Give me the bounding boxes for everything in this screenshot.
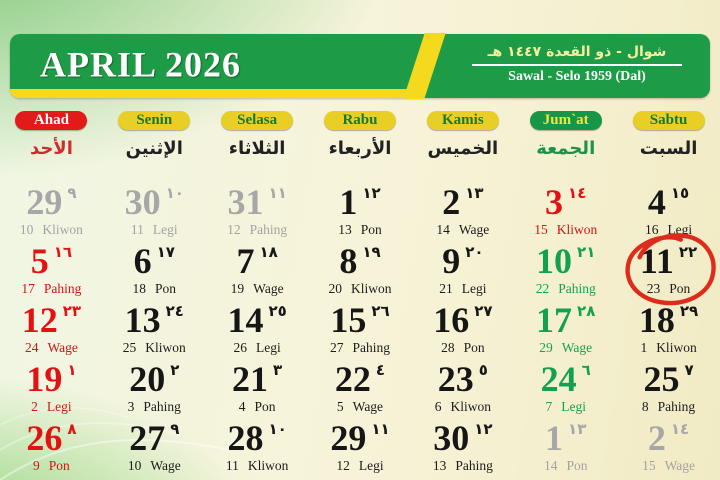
- gregorian-date: 11: [639, 241, 674, 281]
- date-cell: [514, 418, 617, 477]
- gregorian-date: 2: [442, 182, 461, 222]
- date-cell: [309, 182, 412, 241]
- hijri-date: ٨: [67, 420, 77, 438]
- hijri-date: ١١: [371, 420, 390, 438]
- date-cell: [103, 359, 206, 418]
- pasaran-name: Pahing: [657, 399, 696, 414]
- javanese-date: [514, 340, 617, 355]
- pasaran-name: Pahing: [352, 340, 390, 355]
- javanese-number: 2: [31, 399, 38, 414]
- javanese-number: 27: [329, 340, 344, 355]
- gregorian-date: 31: [227, 182, 264, 222]
- gregorian-date: 20: [129, 359, 166, 399]
- date-cell: [411, 182, 514, 241]
- hijri-date: ١٦: [53, 243, 73, 261]
- gregorian-date: 8: [339, 241, 358, 281]
- javanese-date: [206, 458, 309, 473]
- gregorian-date: 29: [330, 418, 367, 458]
- pasaran-name: Legi: [461, 281, 487, 296]
- date-line: [617, 359, 720, 399]
- date-cell: [0, 300, 103, 359]
- date-cell: [617, 359, 720, 418]
- day-header-kamis: [411, 111, 514, 162]
- gregorian-date: 23: [437, 359, 474, 399]
- javanese-date: [0, 340, 103, 355]
- pasaran-name: Wage: [664, 458, 696, 473]
- javanese-number: 5: [336, 399, 344, 414]
- javanese-date: [103, 458, 206, 473]
- hijri-date: ٢٤: [165, 302, 184, 320]
- day-arabic-kamis: الخميس: [427, 138, 499, 159]
- gregorian-date: 26: [26, 418, 63, 458]
- date-cell: [514, 182, 617, 241]
- date-cell: [0, 182, 103, 241]
- date-cell: [411, 359, 514, 418]
- header-divider: [472, 64, 681, 66]
- week-row: [0, 359, 720, 418]
- hijri-date: ٩: [170, 420, 180, 438]
- hijri-months-arabic: شوال - ذو القعدة ١٤٤٧ هـ: [487, 44, 667, 60]
- date-line: [0, 300, 103, 340]
- date-line: [514, 359, 617, 399]
- javanese-date: [0, 399, 103, 414]
- gregorian-date: 27: [129, 418, 166, 458]
- javanese-number: 12: [227, 222, 241, 237]
- day-header-senin: [103, 111, 206, 162]
- date-line: [0, 182, 103, 222]
- pasaran-name: Legi: [358, 458, 384, 473]
- hijri-date: ٩: [67, 184, 77, 202]
- pasaran-name: Legi: [152, 222, 178, 237]
- pasaran-name: Pahing: [558, 281, 596, 296]
- date-cell: [103, 241, 206, 300]
- javanese-number: 11: [225, 458, 239, 473]
- javanese-number: 10: [127, 458, 142, 473]
- hijri-date: ٤: [375, 361, 386, 379]
- date-line: [411, 300, 514, 340]
- javanese-number: 21: [439, 281, 453, 296]
- javanese-date: [514, 281, 617, 296]
- pasaran-name: Legi: [667, 222, 693, 237]
- date-cell: [309, 300, 412, 359]
- pasaran-name: Wage: [253, 281, 284, 296]
- javanese-number: 13: [338, 222, 352, 237]
- date-line: [514, 182, 617, 222]
- pasaran-name: Pon: [360, 222, 382, 237]
- hijri-date: ٦: [581, 361, 591, 379]
- gregorian-date: 7: [236, 241, 255, 281]
- javanese-date: [411, 222, 514, 237]
- javanese-date: [309, 340, 412, 355]
- date-line: [514, 241, 617, 281]
- weeks-grid: [0, 182, 720, 477]
- javanese-number: 14: [543, 458, 558, 473]
- header-hijri-block: [458, 42, 696, 85]
- day-pill-jumat: Jum`at: [530, 111, 602, 130]
- pasaran-name: Legi: [256, 340, 281, 355]
- date-cell: [206, 418, 309, 477]
- pasaran-name: Pon: [566, 458, 588, 473]
- date-cell: [103, 418, 206, 477]
- day-header-ahad: [0, 111, 103, 162]
- pasaran-name: Legi: [561, 399, 586, 414]
- date-cell: [103, 300, 206, 359]
- javanese-number: 4: [238, 399, 246, 414]
- date-cell: [514, 241, 617, 300]
- gregorian-date: 21: [232, 359, 269, 399]
- day-pill-sabtu: Sabtu: [633, 111, 705, 130]
- pasaran-name: Kliwon: [145, 340, 186, 355]
- date-line: [206, 241, 309, 281]
- gregorian-date: 16: [433, 300, 470, 340]
- javanese-date: [309, 458, 412, 473]
- day-header-sabtu: [617, 111, 720, 162]
- date-cell: [514, 300, 617, 359]
- gregorian-date: 12: [21, 300, 58, 340]
- date-line: [617, 241, 720, 281]
- javanese-number: 13: [432, 458, 447, 473]
- gregorian-date: 18: [638, 300, 675, 340]
- javanese-date: [309, 399, 412, 414]
- pasaran-name: Kliwon: [656, 340, 697, 355]
- gregorian-date: 1: [339, 182, 358, 222]
- hijri-date: ١٩: [362, 243, 381, 261]
- javanese-number: 28: [441, 340, 455, 355]
- javanese-number: 20: [328, 281, 342, 296]
- week-row: [0, 241, 720, 300]
- gregorian-date: 30: [124, 182, 161, 222]
- gregorian-date: 19: [26, 359, 63, 399]
- javanese-date: [103, 222, 206, 237]
- hijri-date: ١٤: [670, 420, 690, 438]
- hijri-date: ٢١: [577, 243, 596, 261]
- javanese-date: [206, 399, 309, 414]
- pasaran-name: Wage: [352, 399, 384, 414]
- javanese-date: [617, 281, 720, 296]
- javanese-date: [103, 399, 206, 414]
- week-row: [0, 300, 720, 359]
- javanese-date: [309, 222, 412, 237]
- javanese-date: [411, 340, 514, 355]
- hijri-date: ١٠: [165, 184, 184, 202]
- day-arabic-sabtu: السبت: [639, 138, 698, 159]
- date-line: [617, 418, 720, 458]
- day-arabic-selasa: الثلاثاء: [228, 138, 286, 159]
- pasaran-name: Kliwon: [247, 458, 289, 473]
- hijri-date: ٥: [478, 361, 488, 379]
- pasaran-name: Wage: [47, 340, 78, 355]
- date-line: [206, 359, 309, 399]
- javanese-number: 24: [24, 340, 39, 355]
- day-arabic-jumat: الجمعة: [536, 138, 596, 159]
- javanese-date: [411, 399, 514, 414]
- pasaran-name: Kliwon: [350, 281, 392, 296]
- javanese-date: [617, 340, 720, 355]
- gregorian-date: 13: [124, 300, 161, 340]
- pasaran-name: Pon: [463, 340, 485, 355]
- javanese-date: [0, 458, 103, 473]
- gregorian-date: 2: [647, 418, 666, 458]
- javanese-number: 1: [640, 340, 648, 355]
- date-cell: [617, 182, 720, 241]
- hijri-date: ١٢: [474, 420, 493, 438]
- date-line: [617, 182, 720, 222]
- date-line: [206, 300, 309, 340]
- date-cell: [0, 359, 103, 418]
- date-line: [309, 241, 412, 281]
- javanese-date: [309, 281, 412, 296]
- date-line: [309, 418, 412, 458]
- pasaran-name: Kliwon: [450, 399, 491, 414]
- hijri-date: ١٧: [156, 243, 175, 261]
- javanese-date: [514, 222, 617, 237]
- javanese-number: 18: [132, 281, 147, 296]
- javanese-date: [0, 222, 103, 237]
- day-header-jumat: [514, 111, 617, 162]
- hijri-date: ٢٥: [268, 302, 287, 320]
- javanese-number: 15: [642, 458, 656, 473]
- hijri-date: ١١: [268, 184, 287, 202]
- gregorian-date: 6: [133, 241, 152, 281]
- hijri-date: ١٥: [670, 184, 690, 202]
- date-line: [411, 359, 514, 399]
- gregorian-date: 9: [442, 241, 461, 281]
- date-line: [206, 182, 309, 222]
- pasaran-name: Kliwon: [42, 222, 83, 237]
- javanese-number: 14: [436, 222, 450, 237]
- javanese-date: [103, 340, 206, 355]
- hijri-date: ١٠: [268, 420, 287, 438]
- date-cell: [411, 241, 514, 300]
- date-line: [309, 359, 412, 399]
- date-line: [411, 418, 514, 458]
- date-cell: [206, 182, 309, 241]
- gregorian-date: 24: [540, 359, 577, 399]
- pasaran-name: Pon: [669, 281, 691, 296]
- date-line: [103, 418, 206, 458]
- pasaran-name: Pon: [254, 399, 276, 414]
- date-cell: [206, 359, 309, 418]
- hijri-date: ٢: [170, 361, 180, 379]
- hijri-date: ١٤: [568, 184, 587, 202]
- javanese-number: 6: [434, 399, 442, 414]
- date-cell: [617, 300, 720, 359]
- date-line: [514, 300, 617, 340]
- gregorian-date: 14: [227, 300, 264, 340]
- gregorian-date: 22: [334, 359, 371, 399]
- date-line: [103, 359, 206, 399]
- date-cell: [309, 359, 412, 418]
- javanese-number: 29: [539, 340, 553, 355]
- pasaran-name: Pahing: [249, 222, 288, 237]
- pasaran-name: Kliwon: [556, 222, 598, 237]
- day-header-rabu: [309, 111, 412, 162]
- hijri-date: ٢٣: [62, 302, 82, 320]
- gregorian-date: 15: [330, 300, 367, 340]
- month-year-title: APRIL 2026: [40, 44, 242, 85]
- gregorian-date: 28: [227, 418, 264, 458]
- javanese-date: [617, 458, 720, 473]
- header-yellow-stripe: [10, 89, 416, 98]
- date-line: [103, 182, 206, 222]
- pasaran-name: Pahing: [43, 281, 82, 296]
- pasaran-name: Wage: [150, 458, 181, 473]
- date-line: [206, 418, 309, 458]
- pasaran-name: Pon: [48, 458, 70, 473]
- date-cell: [0, 241, 103, 300]
- hijri-date: ١٨: [259, 243, 278, 261]
- date-line: [0, 418, 103, 458]
- javanese-date: [514, 458, 617, 473]
- day-header-selasa: [206, 111, 309, 162]
- javanese-number: 3: [127, 399, 135, 414]
- date-cell: [411, 418, 514, 477]
- javanese-year-label: Sawal - Selo 1959 (Dal): [508, 69, 646, 84]
- javanese-date: [411, 281, 514, 296]
- hijri-date: ١٣: [568, 420, 587, 438]
- date-cell: [617, 418, 720, 477]
- gregorian-date: 4: [647, 182, 666, 222]
- pasaran-name: Pahing: [143, 399, 181, 414]
- javanese-number: 19: [230, 281, 245, 296]
- gregorian-date: 3: [545, 182, 564, 222]
- javanese-number: 9: [33, 458, 40, 473]
- day-arabic-senin: الإثنين: [125, 138, 183, 159]
- gregorian-date: 5: [30, 241, 49, 281]
- javanese-number: 10: [19, 222, 34, 237]
- pasaran-name: Wage: [458, 222, 490, 237]
- date-cell: [411, 300, 514, 359]
- day-pill-ahad: Ahad: [15, 111, 87, 130]
- hijri-date: ٢٦: [371, 302, 390, 320]
- day-header-row: [0, 111, 720, 162]
- calendar-header: [10, 34, 710, 98]
- day-arabic-rabu: الأربعاء: [328, 138, 392, 159]
- hijri-date: ١٢: [362, 184, 381, 202]
- gregorian-date: 25: [643, 359, 680, 399]
- hijri-date: ٢٠: [465, 243, 484, 261]
- date-line: [309, 300, 412, 340]
- javanese-number: 8: [641, 399, 649, 414]
- javanese-date: [617, 222, 720, 237]
- hijri-date: ٢٢: [678, 243, 698, 261]
- date-line: [617, 300, 720, 340]
- javanese-number: 22: [535, 281, 550, 296]
- hijri-date: ٣: [273, 361, 283, 379]
- date-line: [411, 182, 514, 222]
- hijri-date: ١: [67, 361, 77, 379]
- day-pill-kamis: Kamis: [427, 111, 499, 130]
- date-cell: [206, 300, 309, 359]
- date-cell: [309, 241, 412, 300]
- date-line: [514, 418, 617, 458]
- javanese-number: 12: [336, 458, 350, 473]
- javanese-number: 7: [545, 399, 553, 414]
- date-line: [0, 359, 103, 399]
- week-row: [0, 418, 720, 477]
- date-cell: [0, 418, 103, 477]
- gregorian-date: 29: [26, 182, 63, 222]
- pasaran-name: Wage: [561, 340, 593, 355]
- day-pill-senin: Senin: [118, 111, 190, 130]
- day-pill-rabu: Rabu: [324, 111, 396, 130]
- date-cell: [514, 359, 617, 418]
- date-line: [103, 241, 206, 281]
- date-line: [0, 241, 103, 281]
- javanese-date: [514, 399, 617, 414]
- javanese-date: [103, 281, 206, 296]
- date-line: [103, 300, 206, 340]
- javanese-number: 23: [646, 281, 661, 296]
- pasaran-name: Pahing: [455, 458, 493, 473]
- gregorian-date: 17: [536, 300, 573, 340]
- pasaran-name: Pon: [155, 281, 177, 296]
- date-cell: [309, 418, 412, 477]
- date-line: [309, 182, 412, 222]
- javanese-number: 17: [21, 281, 35, 296]
- hijri-date: ١٣: [465, 184, 484, 202]
- javanese-number: 15: [534, 222, 548, 237]
- javanese-date: [206, 340, 309, 355]
- javanese-date: [206, 222, 309, 237]
- javanese-date: [617, 399, 720, 414]
- hijri-date: ٢٧: [474, 302, 493, 320]
- javanese-date: [0, 281, 103, 296]
- week-row: [0, 182, 720, 241]
- date-cell: [103, 182, 206, 241]
- javanese-number: 25: [122, 340, 137, 355]
- pasaran-name: Legi: [46, 399, 72, 414]
- gregorian-date: 1: [545, 418, 564, 458]
- javanese-date: [206, 281, 309, 296]
- javanese-date: [411, 458, 514, 473]
- hijri-date: ٢٨: [577, 302, 596, 320]
- date-cell: [617, 241, 720, 300]
- date-line: [411, 241, 514, 281]
- date-cell: [206, 241, 309, 300]
- javanese-number: 16: [644, 222, 659, 237]
- javanese-number: 11: [130, 222, 144, 237]
- javanese-number: 26: [233, 340, 247, 355]
- gregorian-date: 10: [536, 241, 573, 281]
- hijri-date: ٧: [684, 361, 694, 379]
- hijri-date: ٢٩: [679, 302, 699, 320]
- gregorian-date: 30: [433, 418, 470, 458]
- day-arabic-ahad: الأحد: [29, 138, 73, 159]
- day-pill-selasa: Selasa: [221, 111, 293, 130]
